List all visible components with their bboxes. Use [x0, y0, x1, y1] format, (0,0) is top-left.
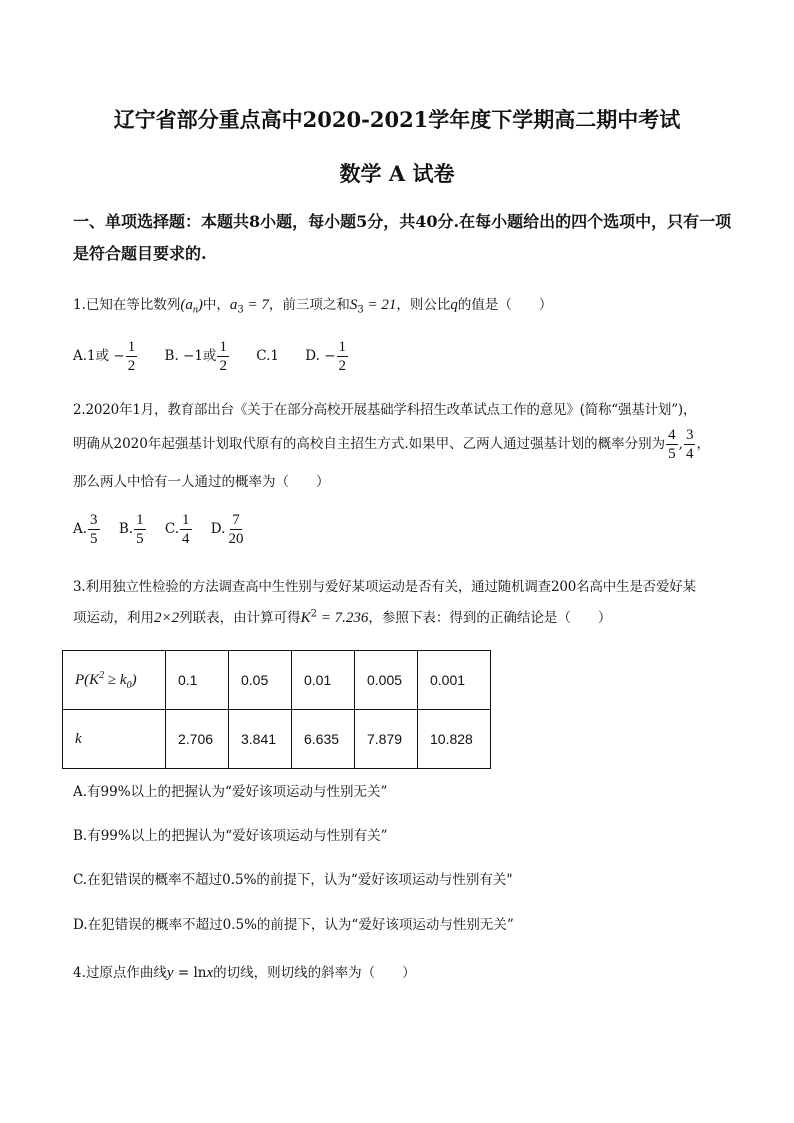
critical-value-table	[62, 650, 491, 769]
table-row	[63, 651, 491, 710]
table-cell: 0.005	[355, 651, 418, 710]
fraction: $\frac{1}{2}$	[338, 339, 347, 374]
question-2-line-1: 2.2020年1月，教育部出台《关于在部分高校开展基础学科招生改革试点工作的意见》(简称“强基计划”)，	[73, 402, 697, 418]
question-3-line-1: 3.利用独立性检验的方法调查高中生性别与爱好某项运动是否有关，通过随机调查200名高中生是否爱好某	[73, 579, 696, 595]
option-d: D. − $\frac{1}{2}$	[305, 339, 347, 374]
option-a: A. $\frac{3}{5}$	[73, 512, 98, 547]
fraction: $\frac{4}{5}$	[668, 427, 676, 462]
table-cell: 0.01	[292, 651, 355, 710]
table-cell: 6.635	[292, 710, 355, 769]
table-cell: 7.879	[355, 710, 418, 769]
fraction: $\frac{1}{4}$	[182, 512, 190, 547]
exam-title: 辽宁省部分重点高中2020-2021学年度下学期高二期中考试	[113, 107, 681, 132]
fraction: $\frac{1}{2}$	[127, 339, 136, 374]
fraction: $\frac{1}{5}$	[136, 512, 144, 547]
question-3-option-c: C.在犯错误的概率不超过0.5%的前提下，认为“爱好该项运动与性别有关"	[73, 872, 513, 888]
option-b: B. −1或 $\frac{1}{2}$	[164, 339, 227, 374]
table-row	[63, 710, 491, 769]
question-2-line-2: 明确从2020年起强基计划取代原有的高校自主招生方式.如果甲、乙两人通过强基计划的概率分别为 $\frac{4}{5}$ , $\frac{3}{4}$ ，	[73, 427, 710, 462]
exam-subtitle: 数学 A 试卷	[339, 161, 455, 186]
question-3-option-b: B.有99%以上的把握认为“爱好该项运动与性别有关”	[73, 828, 388, 844]
question-2-line-3: 那么两人中恰有一人通过的概率为（ ）	[73, 474, 330, 490]
fraction: $\frac{7}{20}$	[228, 512, 244, 547]
question-3-option-a: A.有99%以上的把握认为“爱好该项运动与性别无关”	[73, 784, 388, 800]
section-heading: 一、单项选择题：本题共8小题，每小题5分，共40分.在每小题给出的四个选项中，只有一项是符合题目要求的.	[73, 212, 732, 263]
option-b: B. $\frac{1}{5}$	[118, 512, 144, 547]
table-header-cell: k	[63, 710, 166, 769]
option-a: A.1或 − $\frac{1}{2}$	[73, 339, 136, 374]
question-4-stem: 4.过原点作曲线y = lnx的切线，则切线的斜率为（ ）	[73, 965, 416, 981]
question-1-options	[73, 338, 371, 375]
fraction: $\frac{1}{2}$	[219, 339, 227, 374]
table-header-cell: $P(K^2 \ge k_0)$	[63, 651, 166, 710]
table-cell: 0.001	[418, 651, 491, 710]
option-c: C. $\frac{1}{4}$	[164, 512, 190, 547]
question-3-option-d: D.在犯错误的概率不超过0.5%的前提下，认为“爱好该项运动与性别无关”	[73, 917, 514, 933]
table-cell: 10.828	[418, 710, 491, 769]
question-1-stem: 1.已知在等比数列$(a_n)$中，$a_3 = 7$，前三项之和$S_3 = 21$，则公比q的值是（ ）	[73, 297, 553, 316]
option-c: C.1	[256, 348, 279, 364]
table-cell: 0.05	[229, 651, 292, 710]
table-cell: 2.706	[166, 710, 229, 769]
fraction: $\frac{3}{5}$	[90, 512, 98, 547]
option-d: D. $\frac{7}{20}$	[210, 512, 244, 547]
question-3-line-2: 项运动，利用2×2列联表，由计算可得$K^2 = 7.236$，参照下表：得到的正确结论是（ ）	[73, 608, 612, 626]
question-2-options	[73, 511, 268, 548]
table-cell: 0.1	[166, 651, 229, 710]
table-cell: 3.841	[229, 710, 292, 769]
fraction: $\frac{3}{4}$	[685, 427, 694, 462]
